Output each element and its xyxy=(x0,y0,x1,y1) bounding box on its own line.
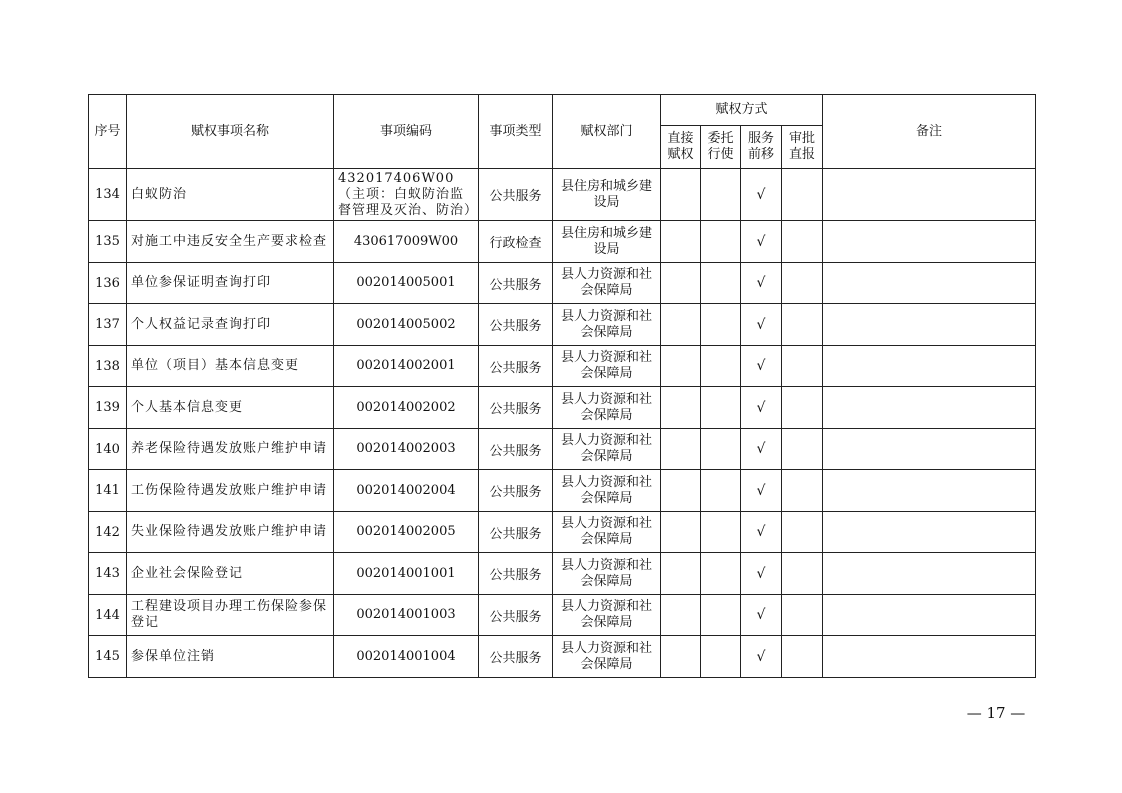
row-remark xyxy=(823,221,1036,263)
row-entrust xyxy=(701,346,741,387)
row-code: 002014002002 xyxy=(334,387,479,429)
row-review xyxy=(782,553,823,595)
row-service-check: √ xyxy=(741,263,782,304)
row-name: 个人权益记录查询打印 xyxy=(127,304,334,346)
row-service-check: √ xyxy=(741,512,782,553)
row-type: 公共服务 xyxy=(479,553,553,595)
row-review xyxy=(782,429,823,470)
table-row xyxy=(89,346,1036,387)
table-row xyxy=(89,553,1036,595)
row-dept: 县住房和城乡建设局 xyxy=(553,221,661,263)
row-index: 136 xyxy=(89,263,127,304)
row-entrust xyxy=(701,263,741,304)
row-code: 432017406W00（主项：白蚁防治监督管理及灭治、防治） xyxy=(334,169,479,221)
row-direct xyxy=(661,169,701,221)
table-header xyxy=(89,95,1036,169)
row-name: 企业社会保险登记 xyxy=(127,553,334,595)
row-code: 002014002001 xyxy=(334,346,479,387)
row-code: 002014001004 xyxy=(334,636,479,678)
table-row xyxy=(89,470,1036,512)
row-service-check: √ xyxy=(741,221,782,263)
row-dept: 县人力资源和社会保障局 xyxy=(553,636,661,678)
row-direct xyxy=(661,429,701,470)
row-index: 141 xyxy=(89,470,127,512)
row-dept: 县人力资源和社会保障局 xyxy=(553,263,661,304)
header-remark: 备注 xyxy=(823,95,1036,169)
row-dept: 县住房和城乡建设局 xyxy=(553,169,661,221)
row-code: 002014002005 xyxy=(334,512,479,553)
row-dept: 县人力资源和社会保障局 xyxy=(553,512,661,553)
authorization-table xyxy=(88,94,1036,678)
row-type: 公共服务 xyxy=(479,636,553,678)
row-dept: 县人力资源和社会保障局 xyxy=(553,429,661,470)
table-row xyxy=(89,221,1036,263)
table-row xyxy=(89,263,1036,304)
row-dept: 县人力资源和社会保障局 xyxy=(553,595,661,636)
row-review xyxy=(782,221,823,263)
row-review xyxy=(782,636,823,678)
table-row xyxy=(89,304,1036,346)
row-remark xyxy=(823,346,1036,387)
row-index: 140 xyxy=(89,429,127,470)
row-service-check: √ xyxy=(741,387,782,429)
row-type: 公共服务 xyxy=(479,346,553,387)
row-review xyxy=(782,387,823,429)
row-index: 137 xyxy=(89,304,127,346)
row-type: 公共服务 xyxy=(479,263,553,304)
row-review xyxy=(782,595,823,636)
row-entrust xyxy=(701,470,741,512)
row-entrust xyxy=(701,387,741,429)
page-number: — 17 — xyxy=(966,704,1026,722)
row-direct xyxy=(661,636,701,678)
row-review xyxy=(782,470,823,512)
table-row xyxy=(89,387,1036,429)
table-row xyxy=(89,512,1036,553)
row-direct xyxy=(661,512,701,553)
row-direct xyxy=(661,595,701,636)
header-dept: 赋权部门 xyxy=(553,95,661,169)
row-type: 公共服务 xyxy=(479,470,553,512)
row-review xyxy=(782,263,823,304)
row-remark xyxy=(823,512,1036,553)
row-service-check: √ xyxy=(741,429,782,470)
row-entrust xyxy=(701,595,741,636)
header-method-entrust-label: 委托行使 xyxy=(707,131,734,162)
row-type: 公共服务 xyxy=(479,429,553,470)
header-code: 事项编码 xyxy=(334,95,479,169)
row-entrust xyxy=(701,512,741,553)
table-row xyxy=(89,169,1036,221)
header-method-direct-label: 直接赋权 xyxy=(667,131,694,162)
row-name: 白蚁防治 xyxy=(127,169,334,221)
row-entrust xyxy=(701,553,741,595)
row-dept: 县人力资源和社会保障局 xyxy=(553,470,661,512)
row-code: 430617009W00 xyxy=(334,221,479,263)
row-index: 134 xyxy=(89,169,127,221)
row-type: 公共服务 xyxy=(479,304,553,346)
row-index: 138 xyxy=(89,346,127,387)
row-direct xyxy=(661,553,701,595)
row-index: 143 xyxy=(89,553,127,595)
header-method-entrust xyxy=(701,126,741,169)
row-index: 139 xyxy=(89,387,127,429)
header-index: 序号 xyxy=(89,95,127,169)
header-method-service xyxy=(741,126,782,169)
row-type: 公共服务 xyxy=(479,595,553,636)
row-index: 145 xyxy=(89,636,127,678)
row-review xyxy=(782,512,823,553)
row-type: 公共服务 xyxy=(479,169,553,221)
row-direct xyxy=(661,263,701,304)
row-index: 135 xyxy=(89,221,127,263)
header-method-review xyxy=(782,126,823,169)
row-service-check: √ xyxy=(741,169,782,221)
header-type: 事项类型 xyxy=(479,95,553,169)
row-name: 单位（项目）基本信息变更 xyxy=(127,346,334,387)
row-dept: 县人力资源和社会保障局 xyxy=(553,346,661,387)
table-row xyxy=(89,636,1036,678)
row-dept: 县人力资源和社会保障局 xyxy=(553,553,661,595)
row-remark xyxy=(823,263,1036,304)
header-method-group: 赋权方式 xyxy=(661,95,823,126)
row-review xyxy=(782,169,823,221)
row-review xyxy=(782,304,823,346)
row-index: 142 xyxy=(89,512,127,553)
header-name: 赋权事项名称 xyxy=(127,95,334,169)
row-remark xyxy=(823,470,1036,512)
row-remark xyxy=(823,553,1036,595)
row-entrust xyxy=(701,169,741,221)
table-body xyxy=(89,169,1036,678)
row-index: 144 xyxy=(89,595,127,636)
row-code: 002014005001 xyxy=(334,263,479,304)
row-code: 002014002004 xyxy=(334,470,479,512)
row-remark xyxy=(823,387,1036,429)
row-remark xyxy=(823,304,1036,346)
row-remark xyxy=(823,595,1036,636)
header-method-service-label: 服务前移 xyxy=(747,131,774,162)
row-name: 参保单位注销 xyxy=(127,636,334,678)
row-entrust xyxy=(701,636,741,678)
row-type: 公共服务 xyxy=(479,387,553,429)
row-dept: 县人力资源和社会保障局 xyxy=(553,304,661,346)
row-type: 公共服务 xyxy=(479,512,553,553)
row-direct xyxy=(661,304,701,346)
row-review xyxy=(782,346,823,387)
row-remark xyxy=(823,429,1036,470)
row-name: 单位参保证明查询打印 xyxy=(127,263,334,304)
row-code: 002014002003 xyxy=(334,429,479,470)
row-service-check: √ xyxy=(741,595,782,636)
row-direct xyxy=(661,221,701,263)
table-row xyxy=(89,595,1036,636)
row-entrust xyxy=(701,429,741,470)
row-entrust xyxy=(701,304,741,346)
row-dept: 县人力资源和社会保障局 xyxy=(553,387,661,429)
row-name: 工程建设项目办理工伤保险参保登记 xyxy=(127,595,334,636)
row-service-check: √ xyxy=(741,553,782,595)
row-name: 工伤保险待遇发放账户维护申请 xyxy=(127,470,334,512)
row-name: 失业保险待遇发放账户维护申请 xyxy=(127,512,334,553)
row-entrust xyxy=(701,221,741,263)
row-direct xyxy=(661,470,701,512)
row-service-check: √ xyxy=(741,346,782,387)
row-remark xyxy=(823,636,1036,678)
row-name: 对施工中违反安全生产要求检查 xyxy=(127,221,334,263)
row-name: 养老保险待遇发放账户维护申请 xyxy=(127,429,334,470)
row-service-check: √ xyxy=(741,636,782,678)
row-type: 行政检查 xyxy=(479,221,553,263)
row-service-check: √ xyxy=(741,470,782,512)
row-service-check: √ xyxy=(741,304,782,346)
table-row xyxy=(89,429,1036,470)
header-method-direct xyxy=(661,126,701,169)
row-code: 002014001001 xyxy=(334,553,479,595)
row-code: 002014005002 xyxy=(334,304,479,346)
row-direct xyxy=(661,346,701,387)
row-code: 002014001003 xyxy=(334,595,479,636)
row-name: 个人基本信息变更 xyxy=(127,387,334,429)
header-method-review-label: 审批直报 xyxy=(788,131,815,162)
row-remark xyxy=(823,169,1036,221)
row-direct xyxy=(661,387,701,429)
